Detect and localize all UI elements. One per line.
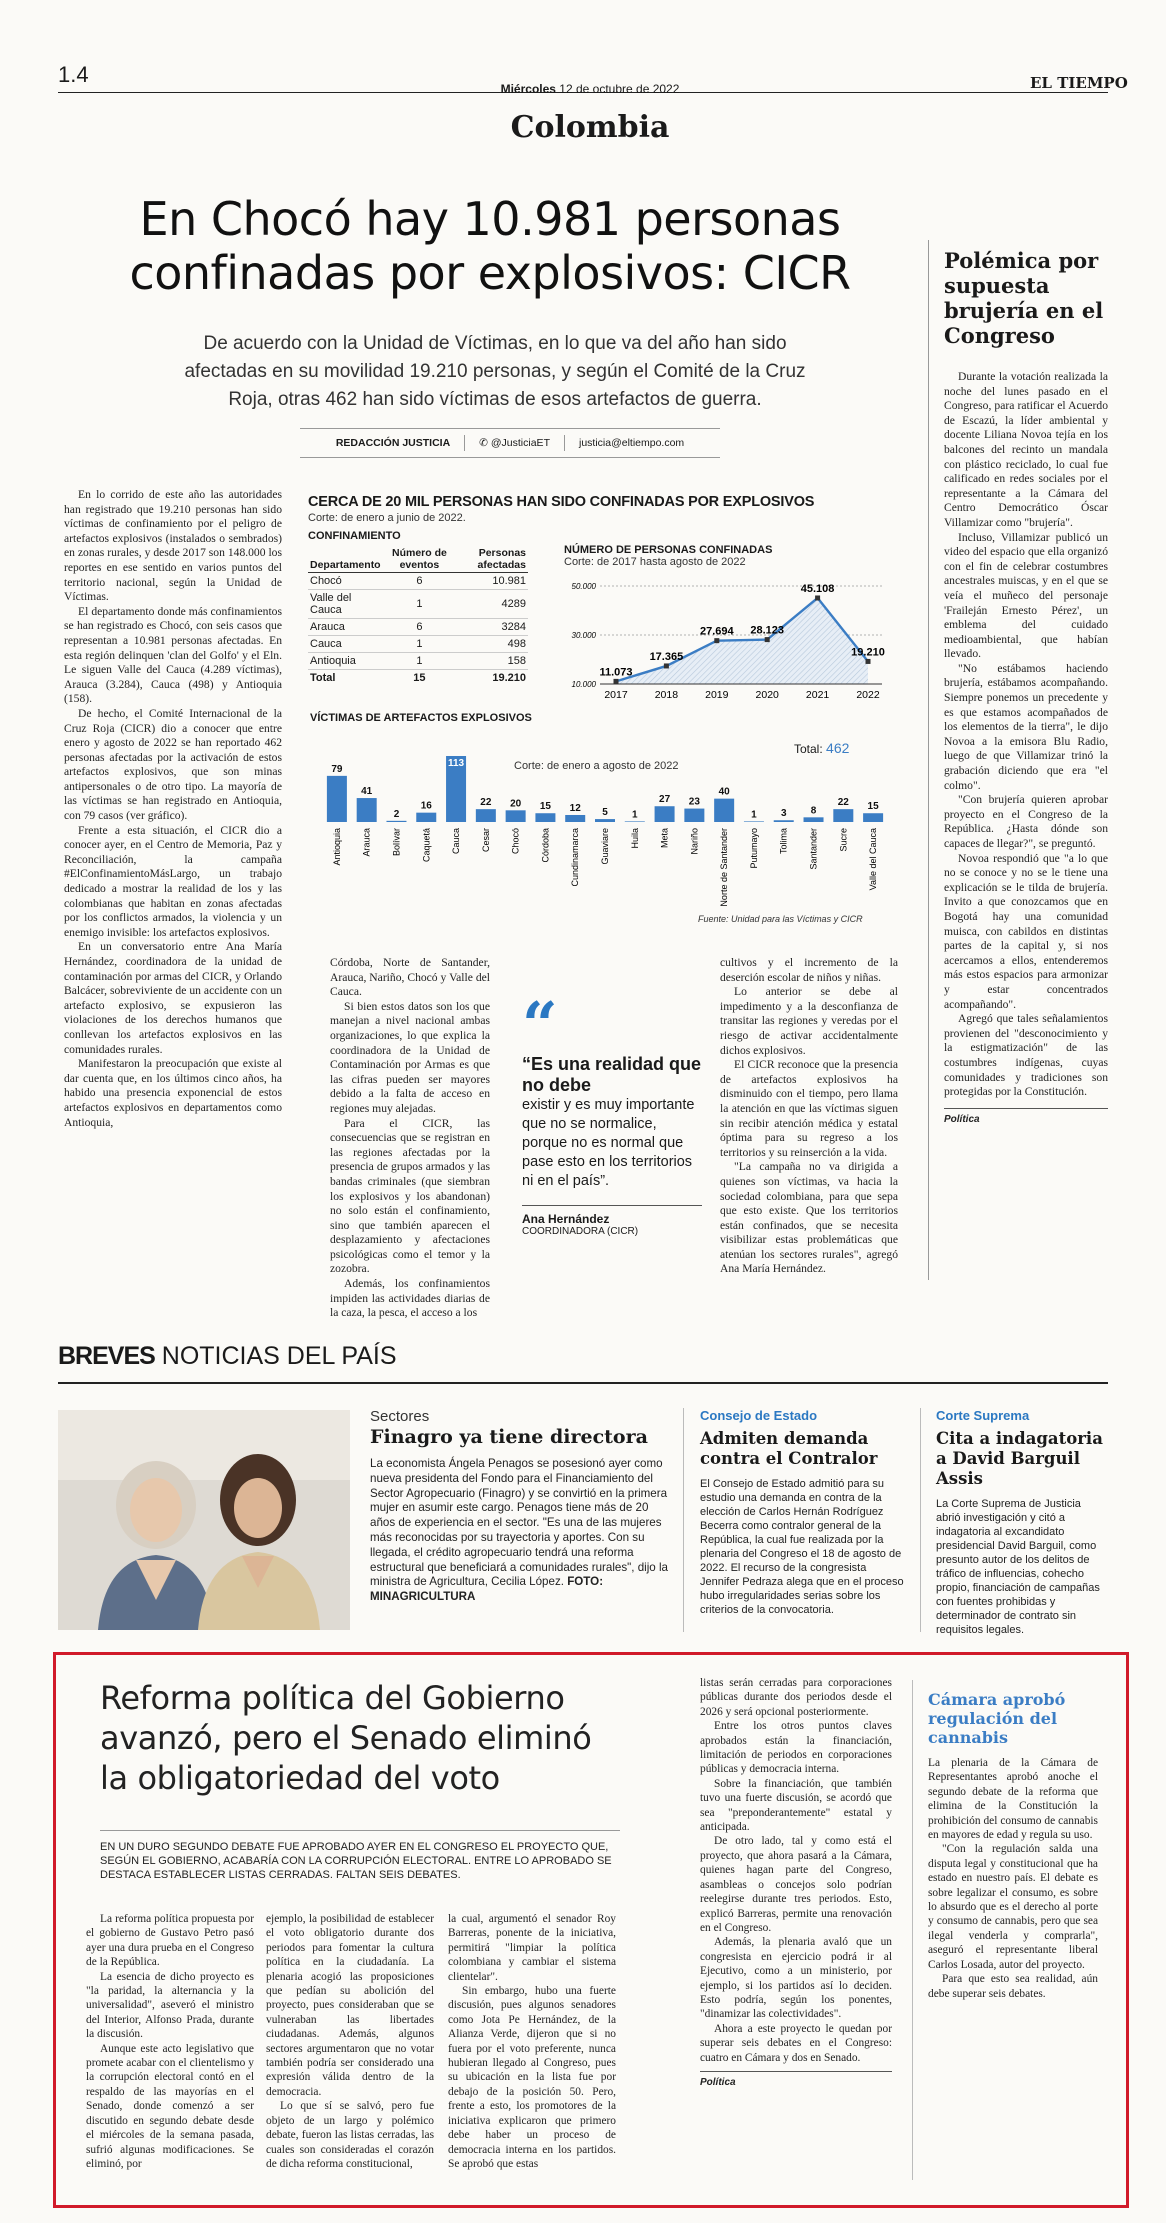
main-column-2 [330, 956, 490, 1321]
paragraph: El CICR reconoce que la presencia de artefactos explosivos ha disminuido con el tiempo, pero llama la atención en que las víctimas siguen sin recibir atención médica y estatal óptima para su regreso a los territorios y su reinserción a la vida. [720, 1058, 898, 1159]
y-tick-label: 30.000 [571, 631, 596, 640]
paragraph: Manifestaron la preocupación que existe al dar cuenta que, en los últimos cinco años, ha habido una presencia exponencial de estos artefactos explosivos en departamentos como Antioquia, [64, 1057, 282, 1129]
total-value: 462 [826, 740, 850, 756]
paragraph: "No estábamos haciendo brujería, estábamos acompañando. Siempre ponemos un precedente y es que estamos acompañados de los elementos de la tierra", le dijo Novoa a la emisora Blu Radio, luego de que Villamizar trinó la grabación diciendo que era "el colmo". [944, 661, 1108, 792]
cell: 6 [385, 573, 454, 590]
table-total-row [308, 670, 528, 687]
breves-divider [920, 1408, 921, 1632]
y-tick-label: 10.000 [571, 680, 596, 689]
bar-value-label: 1 [632, 809, 638, 821]
breve-kicker: Corte Suprema [936, 1408, 1030, 1423]
bar-value-label: 22 [837, 797, 849, 809]
twitter-text: @JusticiaET [490, 437, 550, 449]
cell: Cauca [308, 636, 385, 653]
table-row [308, 619, 528, 636]
bar-value-label: 5 [602, 807, 608, 819]
bar-category-label: Nariño [689, 828, 700, 855]
cell: 1 [385, 636, 454, 653]
breve-finagro [370, 1408, 670, 1605]
breve-title: Admiten demanda contra el Contralor [700, 1429, 878, 1468]
issue-date [440, 82, 740, 96]
photo-credit: FOTO: MINAGRICULTURA [370, 1575, 604, 1604]
cell: Arauca [308, 619, 385, 636]
breve-body-text: La economista Ángela Penagos se posesionó ayer como nueva presidenta del Fondo para el Financiamiento del Sector Agropecuario (Finagro) y se convirtió en la primera mujer en asumir este cargo. Penagos tiene más de 20 años de experiencia en el sector. "Es una de las mujeres más reconocidas por su trayectoria y aportes. Con su llegada, el crédito agropecuario tendrá una reforma estructural que beneficiará a comunidades rurales", dijo la ministra de Agricultura, Cecilia López. [370, 1457, 668, 1589]
paragraph: Frente a esta situación, el CICR dio a conocer ayer, en el Centro de Memoria, Paz y Reconciliación, la campaña #ElConfinamientoMásLargo, un trabajo dedicado a mostrar la realidad de los y las colombianas que habitan en zonas afectadas por los conflictos armados, la violencia y un enemigo invisible: los artefactos explosivos. [64, 823, 282, 939]
bar [655, 806, 675, 822]
cell: 6 [385, 619, 454, 636]
paragraph: Durante la votación realizada la noche del lunes pasado en el Congreso, para ratificar el Acuerdo de Escazú, la líder ambiental y docente Liliana Novoa tejía en los balcones del recinto un mandala con plástico reciclado, lo cual fue calificado en redes sociales por el representante a la Cámara del Centro Democrático Óscar Villamizar como "brujería". [944, 370, 1108, 529]
infographic [308, 494, 898, 930]
paragraph: Sin embargo, hubo una fuerte discusión, pues algunos senadores como Jota Pe Hernández, de la Alianza Verde, dijeron que si no fuera por el voto preferente, nunca hubieran llegado al Congreso, pues su ubicación en la lista fue por debajo de la posición 50. Pero, frente a esto, los promotores de la iniciativa explicaron que primero debe haber un proceso de democracia interna en los partidos. Se aprobó que estas [448, 1985, 616, 2170]
x-tick-label: 2019 [705, 689, 729, 701]
bar-category-label: Guaviare [600, 828, 610, 865]
paragraph: El departamento donde más confinamientos se han registrado es Chocó, con seis casos que representan a 10.981 personas afectadas. En esta región delinquen 'clan del Golfo' y el Eln. Le siguen Valle del Cauca (4.289 víctimas), Arauca (3.284), Cauca (498) y Antioquia (158). [64, 604, 282, 706]
table-row [308, 573, 528, 590]
reforma-column-4 [700, 1676, 892, 2090]
paragraph: la cual, argumentó el senador Roy Barreras, ponente de la iniciativa, permitirá "limpiar la política colombiana y cambiar el sistema clientelar". [448, 1913, 616, 1983]
paragraph: listas serán cerradas para corporaciones públicas durante dos periodos desde el 2026 y será opcional posteriormente. [700, 1677, 892, 1718]
byline-separator [464, 435, 465, 451]
sidebar-body [944, 370, 1108, 1127]
bar [684, 809, 704, 822]
paragraph: Entre los otros puntos claves aprobados están la financiación, limitación de periodos en corporaciones públicas y democracia interna. [700, 1720, 892, 1776]
newspaper-name: EL TIEMPO [1030, 74, 1128, 92]
bar [357, 798, 377, 822]
area-chart [552, 576, 888, 706]
data-point [714, 638, 719, 643]
bar [535, 813, 555, 822]
bar-value-label: 79 [331, 763, 343, 775]
bar-category-label: Sucre [838, 828, 849, 852]
x-tick-label: 2020 [755, 689, 779, 701]
bar-category-label: Cesar [480, 828, 491, 853]
paragraph: La plenaria de la Cámara de Representantes aprobó anoche el segundo debate de la reforma que elimina de la Constitución la prohibición del consumo de cannabis en mayores de edad y regula su uso. [928, 1757, 1098, 1842]
paragraph: Córdoba, Norte de Santander, Arauca, Nariño, Chocó y Valle del Cauca. [330, 956, 490, 999]
breve-title: Cita a indagatoria a David Barguil Assis [936, 1429, 1103, 1488]
twitter-icon: ✆ [479, 437, 488, 449]
area-chart-subtitle: Corte: de 2017 hasta agosto de 2022 [564, 556, 746, 568]
bar [327, 776, 347, 822]
paragraph: La esencia de dicho proyecto es "la paridad, la alternancia y la universalidad", aseveró el ministro del Interior, Alfonso Prada, durante la discusión. [86, 1970, 254, 2041]
col-header: Personas afectadas [454, 546, 528, 573]
main-column-1 [64, 488, 282, 1130]
data-label: 27.694 [699, 625, 734, 638]
breve-title: Finagro ya tiene directora [370, 1426, 648, 1448]
cell: 1 [385, 590, 454, 619]
paragraph: Agregó que tales señalamientos provienen del "desconocimiento y la estigmatización" de las costumbres indígenas, cuyas comunidades y tradiciones son protegidas por la Constitución. [944, 1012, 1108, 1099]
confinement-table [308, 546, 528, 686]
reforma-column-3 [448, 1912, 616, 2171]
bar [714, 799, 734, 822]
main-dek: De acuerdo con la Unidad de Víctimas, en lo que va del año han sido afectadas en su movilidad 19.210 personas, y según el Comité de la Cruz Roja, otras 462 han sido víctimas de esos artefactos de guerra. [184, 333, 806, 410]
infographic-title: CERCA DE 20 MIL PERSONAS HAN SIDO CONFINADAS POR EXPLOSIVOS [308, 494, 815, 510]
sidebar-title: Polémica por supuesta brujería en el Congreso [944, 248, 1104, 348]
breve-body [370, 1457, 670, 1605]
cell: Chocó [308, 573, 385, 590]
breve-contralor [700, 1408, 906, 1617]
data-point [664, 663, 669, 668]
quote-author: Ana Hernández [522, 1205, 702, 1226]
paragraph: cultivos y el incremento de la deserción escolar de niños y niñas. [720, 956, 898, 984]
cell: 498 [454, 636, 528, 653]
bar-category-label: Huila [629, 828, 640, 849]
y-tick-label: 50.000 [571, 582, 596, 591]
bar [565, 815, 585, 822]
breves-divider [683, 1408, 684, 1632]
bar-chart-subtitle: Corte: de enero a agosto de 2022 [514, 760, 679, 772]
data-label: 28.123 [750, 624, 785, 637]
bar [774, 820, 794, 822]
cell: Antioquia [308, 653, 385, 670]
paragraph: "Con brujería quieren aprobar proyecto en el Congreso de la República. ¿Hasta dónde son capaces de llegar?", se preguntó. [944, 793, 1108, 850]
camara-divider [912, 1680, 913, 2180]
bar-category-label: Caquetá [421, 828, 432, 863]
bar [625, 821, 645, 822]
paragraph: En un conversatorio entre Ana María Hernández, coordinadora de la unidad de contaminación por armas del CICR, y Orlando Balcácer, sobreviviente de un accidente con un artefacto explosivo, se expusieron las violaciones de los derechos humanos que conllevan los artefactos explosivos en las comunidades rurales. [64, 940, 282, 1056]
breves-rule [58, 1382, 1108, 1384]
col-header: Departamento [308, 546, 385, 573]
bar [833, 809, 853, 822]
bar [476, 809, 496, 822]
reforma-tag: Política [700, 2071, 892, 2090]
paragraph: Si bien estos datos son los que manejan a nivel nacional ambas organizaciones, lo que explica la coordinadora de la Unidad de Contaminación por Armas es que las cifras pueden ser mayores debido a la falta de acceso en regiones muy alejadas. [330, 999, 490, 1115]
x-tick-label: 2022 [856, 689, 880, 701]
bar-category-label: Cundinamarca [570, 828, 581, 887]
paragraph: Lo que sí se salvó, pero fue objeto de un largo y polémico debate, fueron las listas cerradas, las cuales son consideradas el corazón de dicha reforma constitucional, [266, 2100, 434, 2170]
cell: 1 [385, 653, 454, 670]
sidebar-divider [928, 240, 929, 1280]
camara-headline: Cámara aprobó regulación del cannabis [928, 1690, 1066, 1747]
cell: 10.981 [454, 573, 528, 590]
date-rest: 12 de octubre de 2022 [559, 82, 680, 96]
bar-chart [308, 726, 898, 916]
breve-body: La Corte Suprema de Justicia abrió investigación y citó a indagatoria al excandidato presidencial David Barguil, como presunto autor de los delitos de tráfico de influencias, cohecho propio, financiación de campañas con fuentes prohibidas y determinador de contrato sin requisitos legales. [936, 1498, 1100, 1636]
cell: 15 [413, 672, 426, 684]
page-number: 1.4 [58, 62, 89, 87]
paragraph: De otro lado, tal y como está el proyecto, que ahora pasará a la Cámara, quienes hagan parte del Congreso, asambleas o concejos solo podrían reelegirse durante tres periodos. Esto, explicó Barreras, permite una renovación en el Congreso. [700, 1835, 892, 1934]
bar [744, 821, 764, 822]
bar [863, 813, 883, 822]
bar-category-label: Cauca [451, 828, 462, 855]
dek-rule [100, 1830, 620, 1831]
bar-category-label: Antioquia [331, 828, 342, 866]
cell: 3284 [454, 619, 528, 636]
cell: Valle del Cauca [308, 590, 385, 619]
table-row [308, 636, 528, 653]
bar-value-label: 2 [393, 808, 400, 820]
data-point [866, 659, 871, 664]
table-row [308, 653, 528, 670]
paragraph: Novoa respondió que "a lo que no se conoce y no se le tiene una explicación se le tilda de brujería. Invito a que conozcamos que en Bogotá hay una comunidad muisca, con cabildos en distintas partes de la capital y, si nos acercamos a ellos, entenderemos más estos espacios para armonizar y estar concentrados acompañando". [944, 851, 1108, 1011]
bar-value-label: 15 [539, 801, 551, 813]
bar-value-label: 20 [510, 798, 522, 810]
quote-lead: “Es una realidad que no debe [522, 1054, 702, 1095]
table-subtitle: Corte: de enero a junio de 2022. [308, 512, 466, 524]
bar-category-label: Arauca [361, 828, 372, 857]
paragraph: Aunque este acto legislativo que promete acabar con el clientelismo y la corrupción electoral contó en el respaldo de las mayorías en el Senado, donde comenzó a ser discutido en segundo debate desde el miércoles de la semana pasada, sufrió algunas modificaciones. Se eliminó, por [86, 2042, 254, 2170]
reforma-headline: Reforma política del Gobierno avanzó, pero el Senado eliminó la obligatoriedad del voto [100, 1679, 592, 1797]
bar-category-label: Meta [659, 828, 670, 849]
bar-value-label: 1 [751, 809, 757, 821]
data-label: 11.073 [599, 666, 633, 679]
breve-barguil [936, 1408, 1108, 1637]
quote-icon: “ [522, 988, 558, 1061]
bar [416, 813, 436, 822]
bar-category-label: Chocó [510, 828, 521, 855]
breves-header [58, 1342, 397, 1371]
data-point [765, 637, 770, 642]
bar-value-label: 40 [718, 786, 730, 798]
main-column-3 [720, 956, 898, 1277]
bar-category-label: Putumayo [748, 828, 759, 869]
data-label: 19.210 [851, 646, 885, 659]
bar-value-label: 12 [569, 802, 581, 814]
twitter-handle[interactable] [479, 437, 550, 449]
bar-value-label: 16 [420, 800, 432, 812]
email-link[interactable]: justicia@eltiempo.com [578, 437, 685, 449]
paragraph: Para que esto sea realidad, aún debe superar seis debates. [928, 1973, 1098, 2000]
reforma-column-2 [266, 1912, 434, 2171]
breve-body: El Consejo de Estado admitió para su estudio una demanda en contra de la elección de Carlos Hernán Rodríguez Becerra como contralor general de la República, la cual fue realizada por la plenaria del Congreso el 18 de agosto de 2022. El recurso de la congresista Jennifer Pedraza alega que en el proceso hubo irregularidades serias sobre los criterios de la convocatoria. [700, 1478, 904, 1616]
cell: 19.210 [492, 672, 526, 684]
bar [595, 819, 615, 822]
main-headline: En Chocó hay 10.981 personas confinadas por explosivos: CICR [129, 192, 851, 300]
byline [300, 428, 720, 458]
breves-sublabel: NOTICIAS DEL PAÍS [161, 1342, 397, 1370]
bar-category-label: Valle del Cauca [868, 828, 879, 891]
bar-category-label: Santander [808, 828, 819, 870]
table-row [308, 590, 528, 619]
cell: Total [310, 672, 336, 684]
bar-value-label: 113 [447, 758, 465, 769]
paragraph: "Con la regulación salda una disputa legal y constitucional que ha estado en nuestro país. El debate es sobre legalizar el consumo, es sobre lo absurdo que es el derecho al porte y consumo de cannabis, pero que sea ilegal venderla y comprarla", aseguró el representante liberal Carlos Losada, autor del proyecto. [928, 1843, 1098, 1971]
bar [506, 810, 526, 822]
section-title: Colombia [510, 110, 670, 145]
date-day: Miércoles [500, 82, 556, 96]
camara-body [928, 1756, 1098, 2001]
data-point [815, 595, 820, 600]
byline-author: REDACCIÓN JUSTICIA [335, 437, 451, 449]
chart-source: Fuente: Unidad para las Víctimas y CICR [698, 914, 863, 924]
paragraph: Además, la plenaria avaló que un congresista en ejercicio podrá ir al Ejecutivo, como a un ministerio, por ejemplo, si los partidos así lo deciden. Esto podría, según los ponentes, "dinamizar las colectividades". [700, 1936, 892, 2021]
cell: 4289 [454, 590, 528, 619]
bar-chart-title: VÍCTIMAS DE ARTEFACTOS EXPLOSIVOS [310, 712, 532, 724]
reforma-dek: EN UN DURO SEGUNDO DEBATE FUE APROBADO AYER EN EL CONGRESO EL PROYECTO QUE, SEGÚN EL GOBIERNO, ACABARÍA CON LA CORRUPCIÓN ELECTORAL. ENTRE LO APROBADO SE DESTACA ESTABLECER LISTAS CERRADAS. FALTAN SEIS DEBATES. [100, 1841, 612, 1881]
bar-value-label: 27 [659, 794, 671, 806]
data-label: 45.108 [800, 582, 835, 595]
area-chart-title: NÚMERO DE PERSONAS CONFINADAS [564, 544, 773, 556]
paragraph: Incluso, Villamizar publicó un video del espacio que ella organizó con el fin de celebrar costumbres ancestrales muiscas, y en el que se veía el muñeco del personaje 'Fraileján Ernesto Pérez', un emblema del cuidado medioambiental, que habían llevado. [944, 530, 1108, 661]
bar-value-label: 3 [780, 808, 787, 820]
bar-value-label: 22 [480, 797, 492, 809]
breves-label: BREVES [58, 1342, 155, 1370]
col-header: Número de eventos [385, 546, 454, 573]
paragraph: Lo anterior se debe al impedimento y a la desconfianza de transitar las regiones y veredas por el riesgo de activar accidentalmente dichos explosivos. [720, 985, 898, 1057]
bar-value-label: 15 [867, 801, 879, 813]
total-label: Total: [794, 742, 823, 756]
paragraph: ejemplo, la posibilidad de establecer el voto obligatorio durante dos periodos para fomentar la cultura política en la ciudadanía. La plenaria acogió las proposiciones que pedían su abolición del proyecto, pues consideraban que se vulneraban las libertades ciudadanas. Además, algunos sectores argumentaron que no votar también podría ser considerado una expresión válida dentro de la democracia. [266, 1913, 434, 2098]
bar-category-label: Córdoba [540, 828, 551, 863]
bar-category-label: Norte de Santander [719, 828, 730, 907]
photo-illustration [58, 1410, 350, 1630]
x-tick-label: 2021 [805, 689, 830, 701]
paragraph: Además, los confinamientos impiden las actividades diarias de la caza, la pesca, el acceso a los [330, 1277, 490, 1320]
cell: 158 [454, 653, 528, 670]
data-label: 17.365 [649, 650, 684, 663]
data-point [614, 679, 619, 684]
table-header-row [308, 546, 528, 573]
pull-quote [522, 988, 702, 1237]
bar [386, 821, 406, 822]
quote-text: existir y es muy importante que no se normalice, porque no es normal que pase esto en los territorios ni en el país”. [522, 1097, 695, 1189]
x-tick-label: 2018 [654, 689, 679, 701]
paragraph: La reforma política propuesta por el gobierno de Gustavo Petro pasó ayer una dura prueba en el Congreso de la República. [86, 1913, 254, 1969]
bar-value-label: 41 [361, 786, 373, 798]
paragraph: Ahora a este proyecto le quedan por superar seis debates en el Congreso: cuatro en Cámara y dos en Senado. [700, 2022, 892, 2064]
bar-category-label: Bolívar [391, 828, 402, 857]
breve-kicker: Sectores [370, 1408, 430, 1425]
sidebar-tag: Política [944, 1108, 1108, 1128]
paragraph: Sobre la financiación, que también tuvo una fuerte discusión, se acordó que sea "preponderantemente" estatal y anticipada. [700, 1777, 892, 1834]
quote-role: COORDINADORA (CICR) [522, 1226, 639, 1237]
byline-separator [564, 435, 565, 451]
paragraph: En lo corrido de este año las autoridades han registrado que 19.210 personas han sido víctimas de confinamiento por el peligro de artefactos explosivos (instalados o sembrados) en zonas rurales, y desde 2017 son 148.000 los reportes en ese sentido en varios puntos del territorio nacional, según la Unidad de Víctimas. [64, 488, 282, 604]
paragraph: "La campaña no va dirigida a quienes son víctimas, va hacia la sociedad colombiana, para que sepa que esto existe. Que los territorios están confinados, que se necesita visibilizar estas problemáticas que atenúan los sectores rurales", agregó Ana María Hernández. [720, 1160, 898, 1276]
bar-category-label: Tolima [778, 828, 789, 855]
x-tick-label: 2017 [604, 689, 628, 701]
table-heading: CONFINAMIENTO [308, 530, 401, 542]
reforma-column-1 [86, 1912, 254, 2171]
breve-kicker: Consejo de Estado [700, 1408, 818, 1423]
bar [804, 817, 824, 822]
finagro-photo [58, 1410, 350, 1630]
paragraph: Para el CICR, las consecuencias que se registran en las regiones afectadas por la presencia de grupos armados y las bandas criminales (que siembran los explosivos y los abandonan) no solo están el confinamiento, sino que también aparecen el desplazamiento y afectaciones psicológicas como el temor y la zozobra. [330, 1116, 490, 1276]
bar-value-label: 23 [688, 796, 700, 808]
paragraph: De hecho, el Comité Internacional de la Cruz Roja (CICR) dio a conocer que entre enero y agosto de 2022 se han reportado 462 personas afectadas por la activación de estos artefactos explosivos, que son minas antipersonales o de otro tipo. La mayoría de las víctimas se han registrado en Antioquia, con 79 casos (ver gráfico). [64, 706, 282, 823]
bar-value-label: 8 [810, 805, 817, 817]
